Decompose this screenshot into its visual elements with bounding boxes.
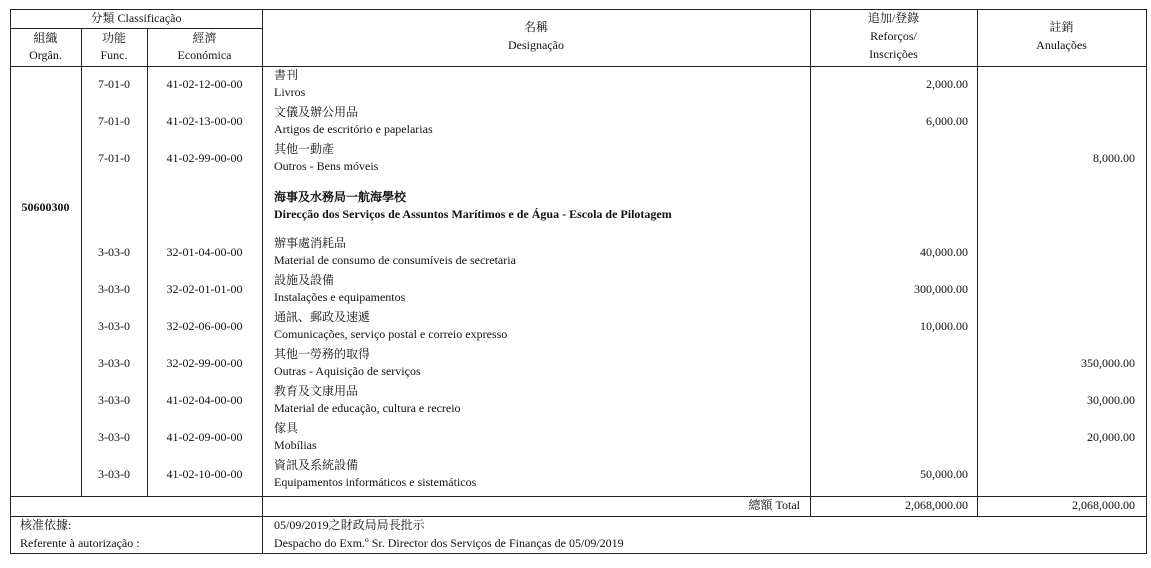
designation-pt: Mobílias <box>274 438 317 452</box>
reforco-value: 6,000.00 <box>926 114 968 128</box>
designation-pt: Comunicações, serviço postal e correio expresso <box>274 327 508 341</box>
func-code: 3-03-0 <box>98 282 130 296</box>
designation-zh: 教育及文康用品 <box>274 384 359 398</box>
organ-header-pt: Orgân. <box>29 48 62 62</box>
func-code: 7-01-0 <box>98 77 130 91</box>
classification-header: 分類 Classificação <box>90 11 182 25</box>
anulacao-value: 350,000.00 <box>1081 356 1135 370</box>
econ-code: 41-02-99-00-00 <box>166 151 243 165</box>
func-header-zh: 功能 <box>101 31 126 45</box>
designation-pt: Outras - Aquisição de serviços <box>274 364 421 378</box>
designation-zh: 資訊及系統設備 <box>274 458 359 472</box>
econ-code: 32-01-04-00-00 <box>166 245 243 259</box>
reforco-value: 40,000.00 <box>920 245 968 259</box>
authorization-label-zh: 核准依據: <box>20 518 72 532</box>
econ-code: 32-02-01-01-00 <box>166 282 243 296</box>
func-code: 3-03-0 <box>98 319 130 333</box>
total-anulacoes: 2,068,000.00 <box>1072 498 1135 512</box>
reforcos-header-pt1: Reforços/ <box>870 29 917 43</box>
econ-code: 32-02-06-00-00 <box>166 319 243 333</box>
designation-pt: Instalações e equipamentos <box>274 290 406 304</box>
designation-pt: Livros <box>274 85 306 99</box>
reforcos-header-zh: 追加/登錄 <box>867 11 920 25</box>
func-code: 3-03-0 <box>98 467 130 481</box>
func-code: 7-01-0 <box>98 151 130 165</box>
econ-header-pt: Económica <box>177 48 232 62</box>
func-header-pt: Func. <box>100 48 128 62</box>
designation-pt: Equipamentos informáticos e sistemáticos <box>274 475 477 489</box>
anulacao-value: 8,000.00 <box>1093 151 1135 165</box>
func-code: 7-01-0 <box>98 114 130 128</box>
authorization-label-pt: Referente à autorização : <box>20 536 140 550</box>
designation-header-zh: 名稱 <box>523 20 548 34</box>
designation-pt: Material de educação, cultura e recreio <box>274 401 461 415</box>
anulacoes-header-zh: 註銷 <box>1049 20 1074 34</box>
econ-code: 41-02-04-00-00 <box>166 393 243 407</box>
reforco-value: 10,000.00 <box>920 319 968 333</box>
total-reforcos: 2,068,000.00 <box>905 498 968 512</box>
func-code: 3-03-0 <box>98 393 130 407</box>
designation-zh: 傢具 <box>274 421 299 435</box>
designation-zh: 通訊、郵政及速遞 <box>274 310 371 324</box>
func-code: 3-03-0 <box>98 430 130 444</box>
econ-code: 41-02-12-00-00 <box>166 77 243 91</box>
designation-pt: Material de consumo de consumíveis de secretaria <box>274 253 516 267</box>
designation-zh: 其他一動產 <box>274 142 335 156</box>
func-code: 3-03-0 <box>98 245 130 259</box>
organ-header-zh: 組織 <box>33 31 58 45</box>
econ-header-zh: 經濟 <box>192 31 217 45</box>
designation-header-pt: Designação <box>508 38 564 52</box>
designation-pt: Artigos de escritório e papelarias <box>274 122 433 136</box>
authorization-text-zh: 05/09/2019之財政局局長批示 <box>274 518 425 532</box>
designation-pt: Outros - Bens móveis <box>274 159 379 173</box>
func-code: 3-03-0 <box>98 356 130 370</box>
reforco-value: 50,000.00 <box>920 467 968 481</box>
designation-zh: 辦事處消耗品 <box>274 236 347 250</box>
econ-code: 32-02-99-00-00 <box>166 356 243 370</box>
anulacoes-header-pt: Anulações <box>1036 38 1087 52</box>
reforco-value: 300,000.00 <box>914 282 968 296</box>
reforco-value: 2,000.00 <box>926 77 968 91</box>
econ-code: 41-02-10-00-00 <box>166 467 243 481</box>
section-title-pt: Direcção dos Serviços de Assuntos Marítimos e de Água - Escola de Pilotagem <box>274 207 672 221</box>
organ-code: 50600300 <box>21 200 70 214</box>
authorization-text-pt: Despacho do Exm.º Sr. Director dos Serviços de Finanças de 05/09/2019 <box>274 536 624 550</box>
section-title-zh: 海事及水務局一航海學校 <box>274 190 407 204</box>
econ-code: 41-02-09-00-00 <box>166 430 243 444</box>
designation-zh: 書刊 <box>274 68 299 82</box>
anulacao-value: 30,000.00 <box>1087 393 1135 407</box>
anulacao-value: 20,000.00 <box>1087 430 1135 444</box>
designation-zh: 文儀及辦公用品 <box>274 105 359 119</box>
designation-zh: 其他一勞務的取得 <box>274 347 371 361</box>
total-label: 總額 Total <box>748 498 800 512</box>
designation-zh: 設施及設備 <box>274 273 335 287</box>
econ-code: 41-02-13-00-00 <box>166 114 243 128</box>
reforcos-header-pt2: Inscrições <box>869 47 918 61</box>
